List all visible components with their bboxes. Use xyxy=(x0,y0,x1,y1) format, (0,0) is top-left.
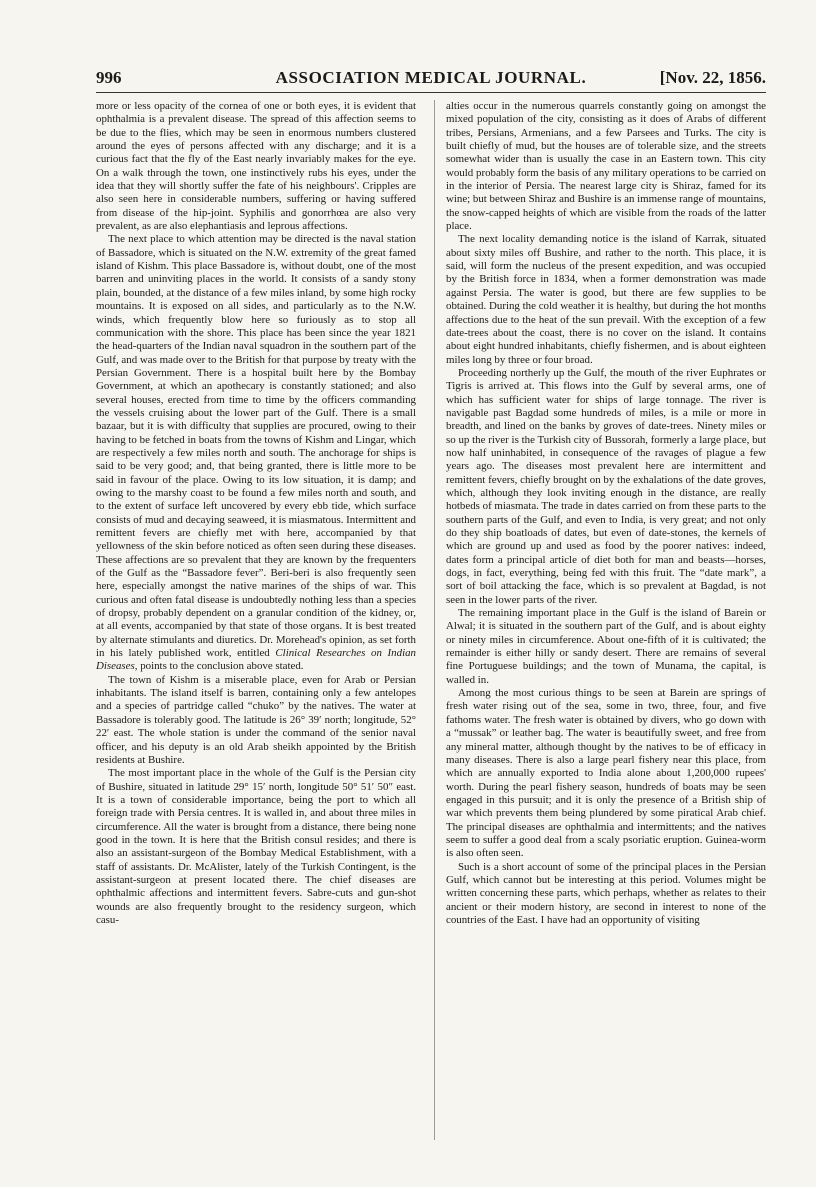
journal-title: ASSOCIATION MEDICAL JOURNAL. xyxy=(275,68,587,87)
paragraph: The most important place in the whole of the Gulf is the Persian city of Bushire, situated in latitude 29° 15′ north, longitude 50° 51′ 50″ east. It is a town of considerable importance, being the port to which all foreign trade with Persia centres. It is walled in, and about three miles in circumference. All the water is brought from a distance, there being none good in the town. It is here that the British consul resides; and there is also an assistant-surgeon of the Bombay Medical Establishment, with a staff of assistants. Dr. McAlister, lately of the Turkish Contingent, is the assistant-surgeon at present located there. The chief diseases are ophthalmic affections and intermittent fevers. Sabre-cuts and gun-shot wounds are also frequently brought to the residency surgeon, which casu- xyxy=(96,767,416,926)
page-number: 996 xyxy=(96,68,122,87)
page-header xyxy=(96,68,766,90)
paragraph-text: points to the conclusion above stated. xyxy=(140,660,304,673)
paragraph-text: The next place to which attention may be directed is the naval station of Bassadore, which is situated on the N.W. extremity of the great famed island of Kishm. This place Bassadore is, without doubt, one of the most barren and uninviting places in the world. It consists of a sandy stony plain, bounded, at the distance of a few miles inland, by some high rocky mountains. It is exposed on all sides, and particularly as to the N.W. winds, which frequently blow here so furiously as to stop all communication with the shore. This place has been since the year 1821 the head-quarters of the Indian naval squadron in the southern part of the Gulf, and was made over to the British for that purpose by treaty with the Persian Government. There is a hospital built here by the Bombay Government, at which an apothecary is constantly stationed; and also several houses, erected from time to time by the officers commanding the vessels cruising about the lower part of the Gulf. There is a small bazaar, but it is with difficulty that supplies are procured, owing to their having to be fetched in boats from the towns of Kishm and Lingar, which are respectively a few miles north and south. The anchorage for ships is said to be very good; and, that being granted, there is little more to be said in favour of the place. Owing to its low situation, it is damp; and owing to the marshy coast to be found a few miles north and south, and to the extent of surface left uncovered by every ebb tide, which surface consists of mud and decaying seaweed, it is miasmatous. Intermittent and remittent fevers are chiefly met with here, accompanied by that yellowness of the skin before noticed as often seen during these diseases. These affections are so prevalent that they are known by the frequenters of the Gulf as the “Bassadore fever”. Beri-beri is also frequently seen here, especially amongst the native marines of the ships of war. This curious and often fatal disease is undoubtedly nothing less than a species of dropsy, probably dependent on a granular condition of the kidney, or, at all events, accompanied by that state of those organs. It is best treated by alternate stimulants and diuretics. Dr. Morehead's opinion, as set forth in his lately published work, entitled xyxy=(96,233,416,660)
paragraph: The remaining important place in the Gulf is the island of Barein or Alwal; it is situated in the southern part of the Gulf, and is about eighty or ninety miles in circumference. About one-fifth of it is cultivated; the remainder is either hilly or sandy desert. There are remains of several fine Portuguese buildings; and the town of Munama, the capital, is walled in. xyxy=(446,607,766,686)
book-citation: Clinical Researches on Indian Diseases, xyxy=(96,647,416,673)
paragraph: more or less opacity of the cornea of one or both eyes, it is evident that ophthalmia is a prevalent disease. The spread of this affection seems to be due to the flies, which may be seen in enormous numbers clustered around the eyes of persons affected with any discharge; and it is a curious fact that the fly of the East nearly invariably makes for the eye. On a walk through the town, one instinctively rubs his eyes, under the idea that they will shortly suffer the fate of his neighbours'. Cripples are also seen here in considerable numbers, suffering or having suffered from disease of the hip-joint. Syphilis and gonorrhœa are also very prevalent, as are also elephantiasis and leprous affections. xyxy=(96,100,416,233)
left-column xyxy=(96,100,416,1145)
header-rule xyxy=(96,92,766,93)
right-column xyxy=(446,100,766,1145)
paragraph: The next locality demanding notice is the island of Karrak, situated about sixty miles off Bushire, and rather to the north. This place, it is said, will form the nucleus of the present expedition, and was occupied by the British force in 1834, when a former demonstration was made against Persia. The water is good, but there are few supplies to be obtained. During the cold weather it is healthy, but during the hot months affections due to the heat of the sun prevail. With the exception of a few date-trees about the coast, there is no cover on the island. It contains about eight hundred inhabitants, chiefly fishermen, and is about eighteen miles long by three or four broad. xyxy=(446,233,766,366)
issue-date: [Nov. 22, 1856. xyxy=(659,68,766,87)
paragraph xyxy=(96,233,416,673)
paragraph: The town of Kishm is a miserable place, even for Arab or Persian inhabitants. The island itself is barren, containing only a few antelopes and a species of partridge called “chuko” by the natives. The water at Bassadore is tolerably good. The latitude is 26° 39′ north; longitude, 52° 22′ east. The whole station is under the command of the senior naval officer, and his deputy is an old Arab sheikh appointed by the British residents at Bushire. xyxy=(96,673,416,766)
column-divider xyxy=(434,100,435,1140)
paragraph: Proceeding northerly up the Gulf, the mouth of the river Euphrates or Tigris is arrived at. This flows into the Gulf by several arms, one of which has sufficient water for ships of large tonnage. The river is navigable past Bagdad some hundreds of miles, is a mile or more in breadth, and lined on the banks by groves of date-trees. Ninety miles or so up the river is the Turkish city of Bussorah, formerly a large place, but now half uninhabited, in consequence of the ravages of plague a few years ago. The diseases most prevalent here are intermittent and remittent fevers, chiefly brought on by the exhalations of the date groves, which, although they look inviting enough in the distance, are really hotbeds of miasmata. The trade in dates carried on from these parts to the southern parts of the Gulf, and even to India, is very great; and not only do they ship boatloads of dates, but even of date-stones, the kernels of which are ground up and used as food by the poorer natives: indeed, dates form a principal article of diet both for man and beasts—horses, dogs, in fact, everything, being fed with this fruit. The “date mark”, a sort of boil attacking the face, which is so prevalent at Bagdad, is not seen in the lower parts of the river. xyxy=(446,366,766,606)
paragraph: Among the most curious things to be seen at Barein are springs of fresh water rising out of the sea, some in two, three, four, and five fathoms water. The fresh water is obtained by divers, who go down with a “mussak” or leather bag. The water is beautifully sweet, and free from any mineral matter, although thought by the natives to be of efficacy in many diseases. There is also a large pearl fishery near this place, from which are annually exported to India alone about 1,200,000 rupees' worth. During the pearl fishery season, hundreds of boats may be seen engaged in this pursuit; and it is only the presence of a British ship of war which prevents them being plundered by some piratical Arab chief. The principal diseases are ophthalmia and intermittents; and the natives seem to suffer a good deal from a scaly psoriatic eruption. Guinea-worm is also often seen. xyxy=(446,687,766,860)
paragraph: Such is a short account of some of the principal places in the Persian Gulf, which cannot but be interesting at this period. Volumes might be written concerning these parts, which perhaps, whether as relates to their ancient or their modern history, are second in interest to none of the countries of the East. I have had an opportunity of visiting xyxy=(446,860,766,926)
paragraph: alties occur in the numerous quarrels constantly going on amongst the mixed population of the city, consisting as it does of Arabs of different tribes, Persians, Armenians, and a few Parsees and Turks. The city is built chiefly of mud, but the houses are of tolerable size, and the streets somewhat wider than is usually the case in an Eastern town. This city would probably form the basis of any military operations to be carried on in the interior of Persia. The nearest large city is Shiraz, famed for its wine; but between Shiraz and Bushire is an immense range of mountains, the snow-capped heights of which are visible from the roads of the latter place. xyxy=(446,100,766,233)
